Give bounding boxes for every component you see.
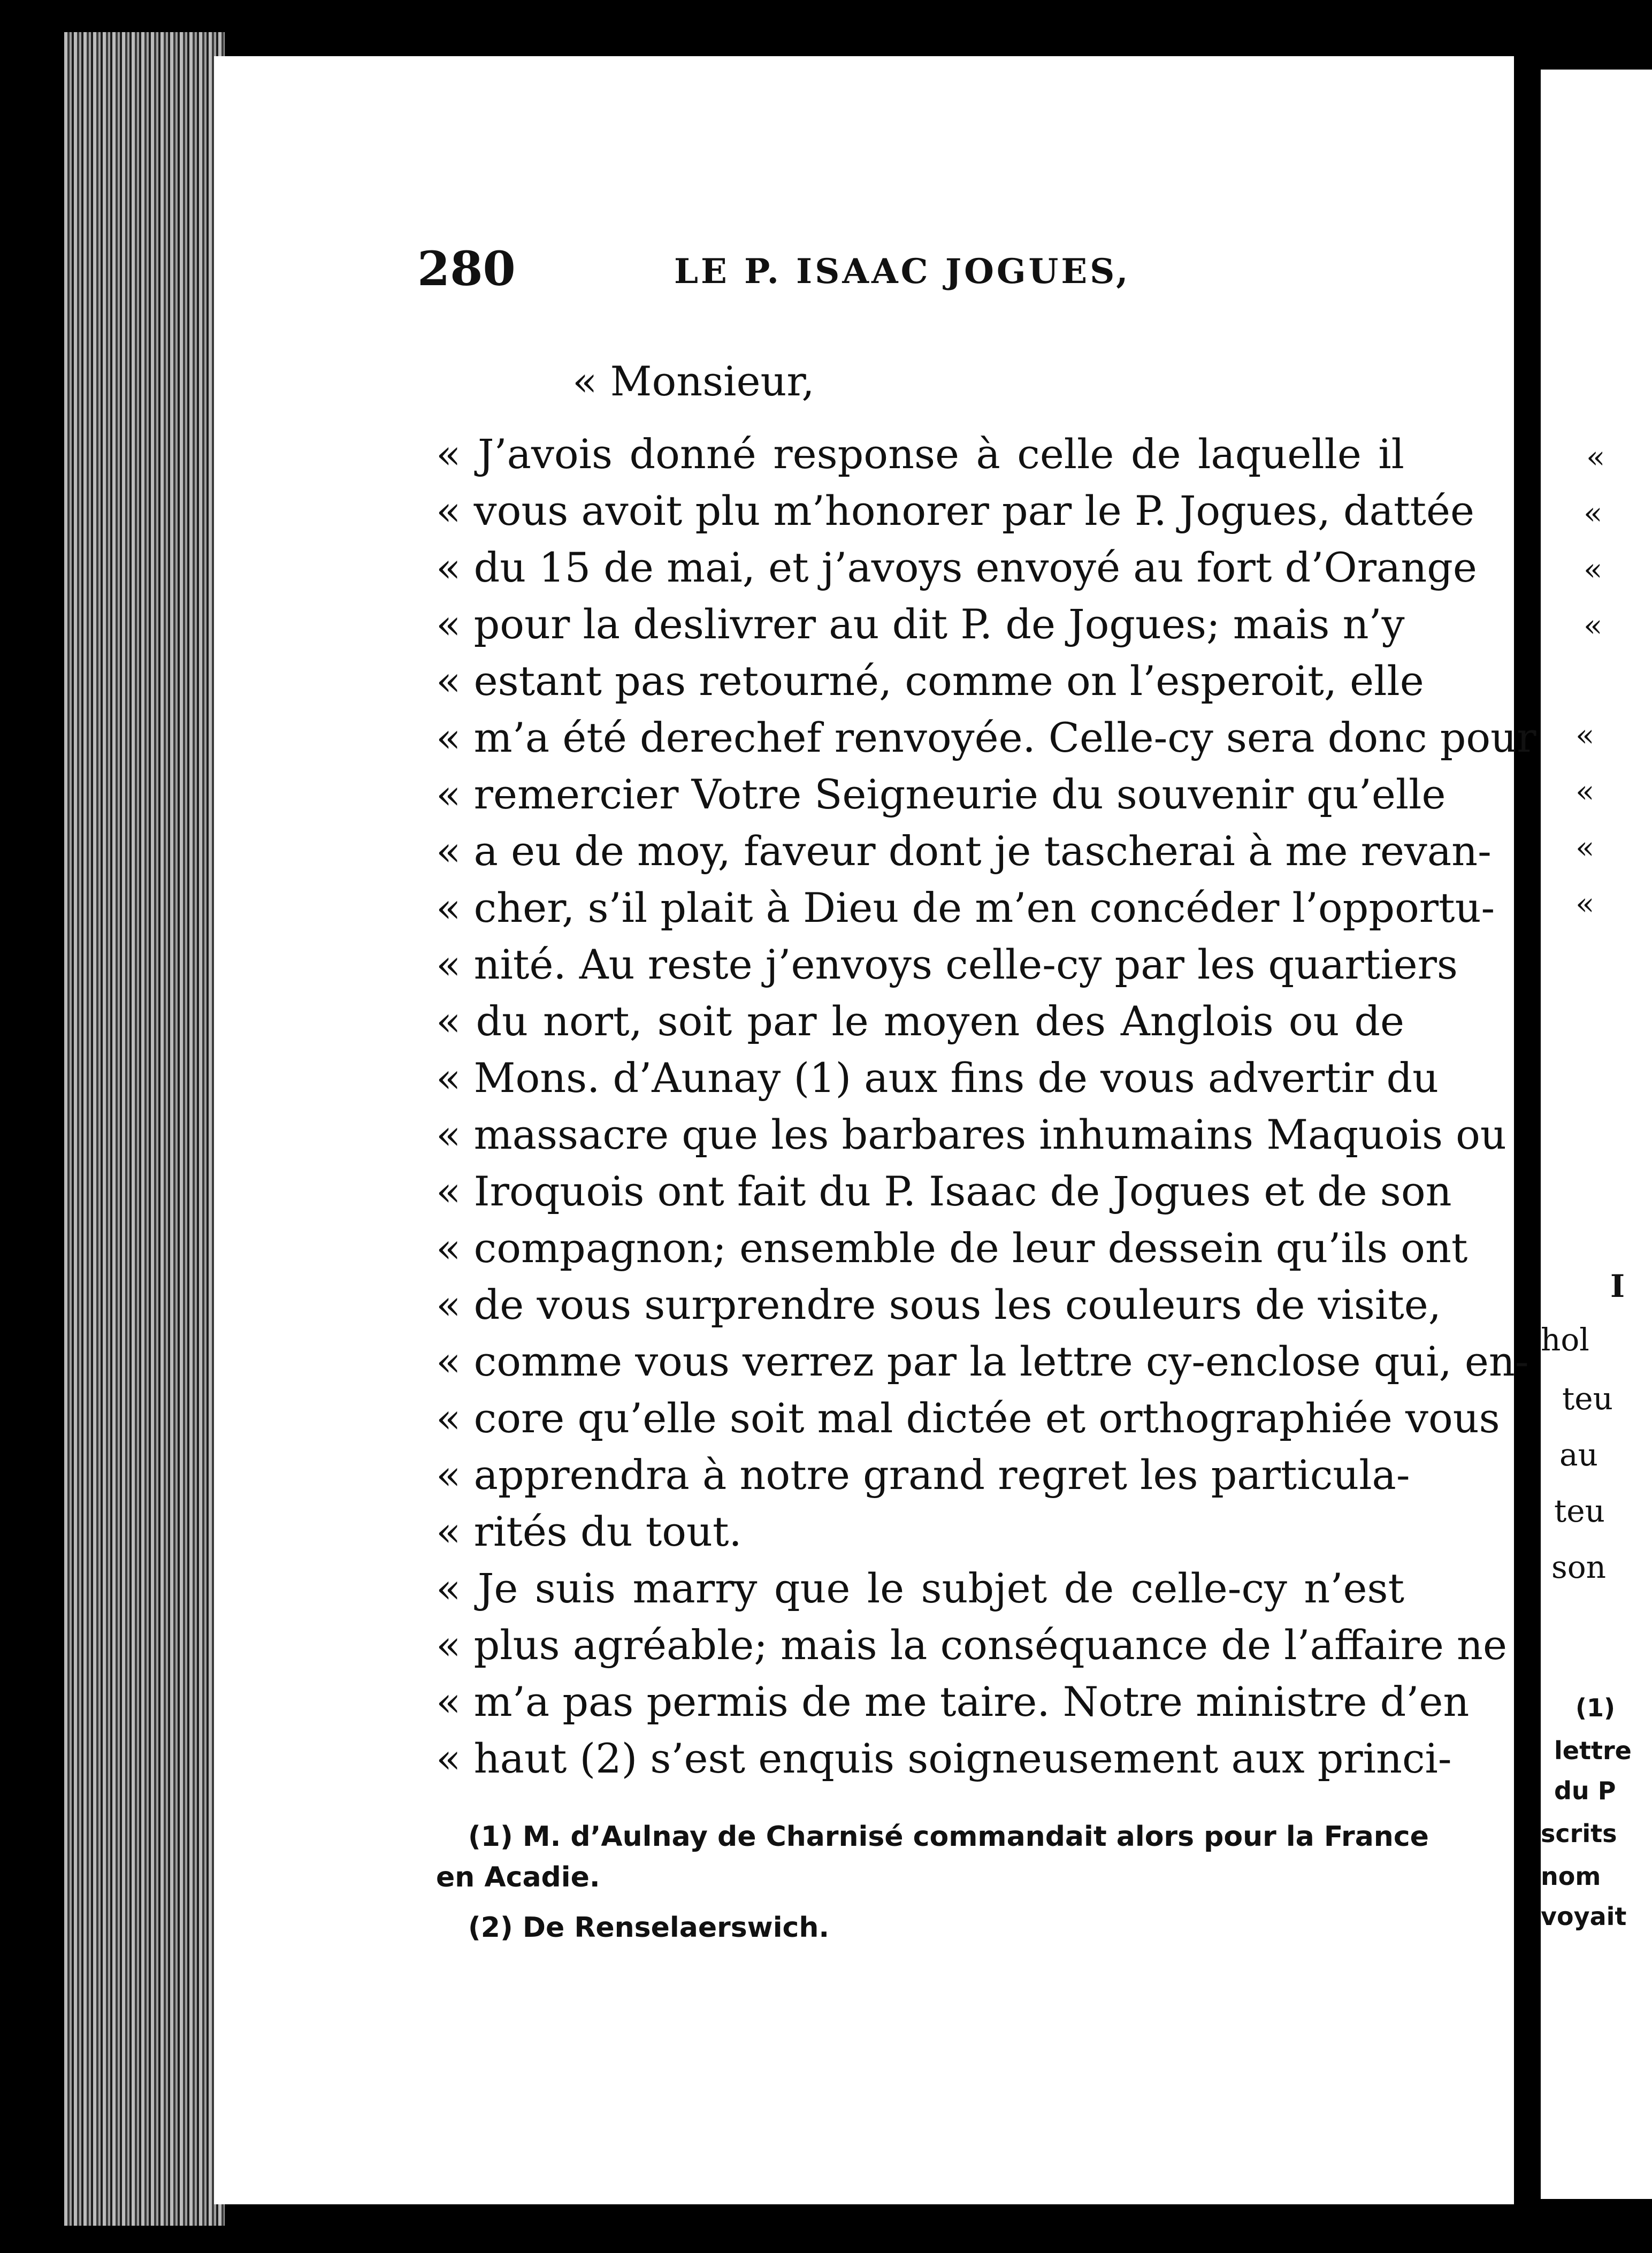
text-line: « Je suis marry que le subjet de celle-cy n’est <box>436 1564 1404 1612</box>
text-line: « J’avois donné response à celle de laquelle il <box>436 430 1404 478</box>
facing-page-fragment: « <box>1584 607 1603 644</box>
footnote-2: (2) De Renselaerswich. <box>468 1912 830 1944</box>
text-line: « a eu de moy, faveur dont je tascherai à me revan- <box>436 827 1492 875</box>
text-line: « de vous surprendre sous les couleurs de visite, <box>436 1281 1441 1328</box>
facing-page-fragment: nom <box>1541 1862 1601 1891</box>
footnotes <box>436 1816 1429 1948</box>
text-line: « plus agréable; mais la conséquance de l’affaire ne <box>436 1621 1507 1669</box>
footnote-1-continued: en Acadie. <box>436 1861 600 1893</box>
text-line: « m’a été derechef renvoyée. Celle-cy sera donc pour <box>436 714 1536 761</box>
book-page-stack-edge <box>64 32 225 2226</box>
text-line: « vous avoit plu m’honorer par le P. Jogues, dattée <box>436 487 1475 534</box>
facing-page-fragment: « <box>1584 551 1603 587</box>
page-header <box>417 241 1434 310</box>
text-line: « m’a pas permis de me taire. Notre ministre d’en <box>436 1678 1470 1725</box>
running-title: LE P. ISAAC JOGUES, <box>674 251 1131 292</box>
text-line: « cher, s’il plait à Dieu de m’en concéder l’opportu- <box>436 884 1495 931</box>
text-line: « Mons. d’Aunay (1) aux fins de vous advertir du <box>436 1054 1439 1102</box>
text-line: « massacre que les barbares inhumains Maquois ou <box>436 1111 1506 1158</box>
text-line: « Iroquois ont fait du P. Isaac de Jogues et de son <box>436 1167 1452 1215</box>
facing-page-fragment: teu <box>1554 1493 1605 1529</box>
text-line: « nité. Au reste j’envoys celle-cy par les quartiers <box>436 941 1458 988</box>
facing-page-fragment: « <box>1584 495 1603 531</box>
facing-page-fragment: hol <box>1541 1322 1589 1358</box>
facing-page-fragment: lettre <box>1554 1736 1632 1765</box>
facing-page-fragment: scrits <box>1541 1819 1617 1848</box>
text-line: « estant pas retourné, comme on l’esperoit, elle <box>436 657 1424 705</box>
text-line: « comme vous verrez par la lettre cy-enclose qui, en- <box>436 1338 1529 1385</box>
facing-page-fragment: au <box>1559 1437 1598 1473</box>
facing-page-fragment: (1) <box>1575 1693 1616 1722</box>
text-line: « pour la deslivrer au dit P. de Jogues; mais n’y <box>436 600 1405 648</box>
facing-page-fragment: voyait <box>1541 1902 1627 1931</box>
facing-page-fragment: « <box>1586 439 1605 475</box>
text-line: « remercier Votre Seigneurie du souvenir qu’elle <box>436 770 1446 818</box>
facing-page-fragment: son <box>1551 1549 1607 1585</box>
footnote-1: (1) M. d’Aulnay de Charnisé commandait alors pour la France <box>468 1821 1429 1853</box>
text-line: « du nort, soit par le moyen des Anglois ou de <box>436 997 1404 1045</box>
text-line: « apprendra à notre grand regret les particula- <box>436 1451 1410 1499</box>
salutation: « Monsieur, <box>572 357 815 405</box>
facing-page-fragment: du P <box>1554 1776 1616 1805</box>
text-line: « rités du tout. <box>436 1508 742 1555</box>
text-line: « du 15 de mai, et j’avoys envoyé au fort d’Orange <box>436 544 1477 591</box>
facing-page-fragment: « <box>1575 829 1595 866</box>
text-line: « core qu’elle soit mal dictée et orthographiée vous <box>436 1394 1500 1442</box>
facing-page-fragment: « <box>1575 885 1595 922</box>
text-line: « haut (2) s’est enquis soigneusement aux princi- <box>436 1735 1452 1782</box>
facing-page-fragment: teu <box>1562 1380 1613 1417</box>
page-number: 280 <box>417 241 516 296</box>
facing-page-fragment: I <box>1610 1268 1625 1304</box>
letter-body <box>436 353 1536 1787</box>
text-line: « compagnon; ensemble de leur dessein qu’ils ont <box>436 1224 1468 1272</box>
facing-page-fragment: « <box>1575 717 1595 753</box>
facing-page-fragment: « <box>1575 773 1595 809</box>
